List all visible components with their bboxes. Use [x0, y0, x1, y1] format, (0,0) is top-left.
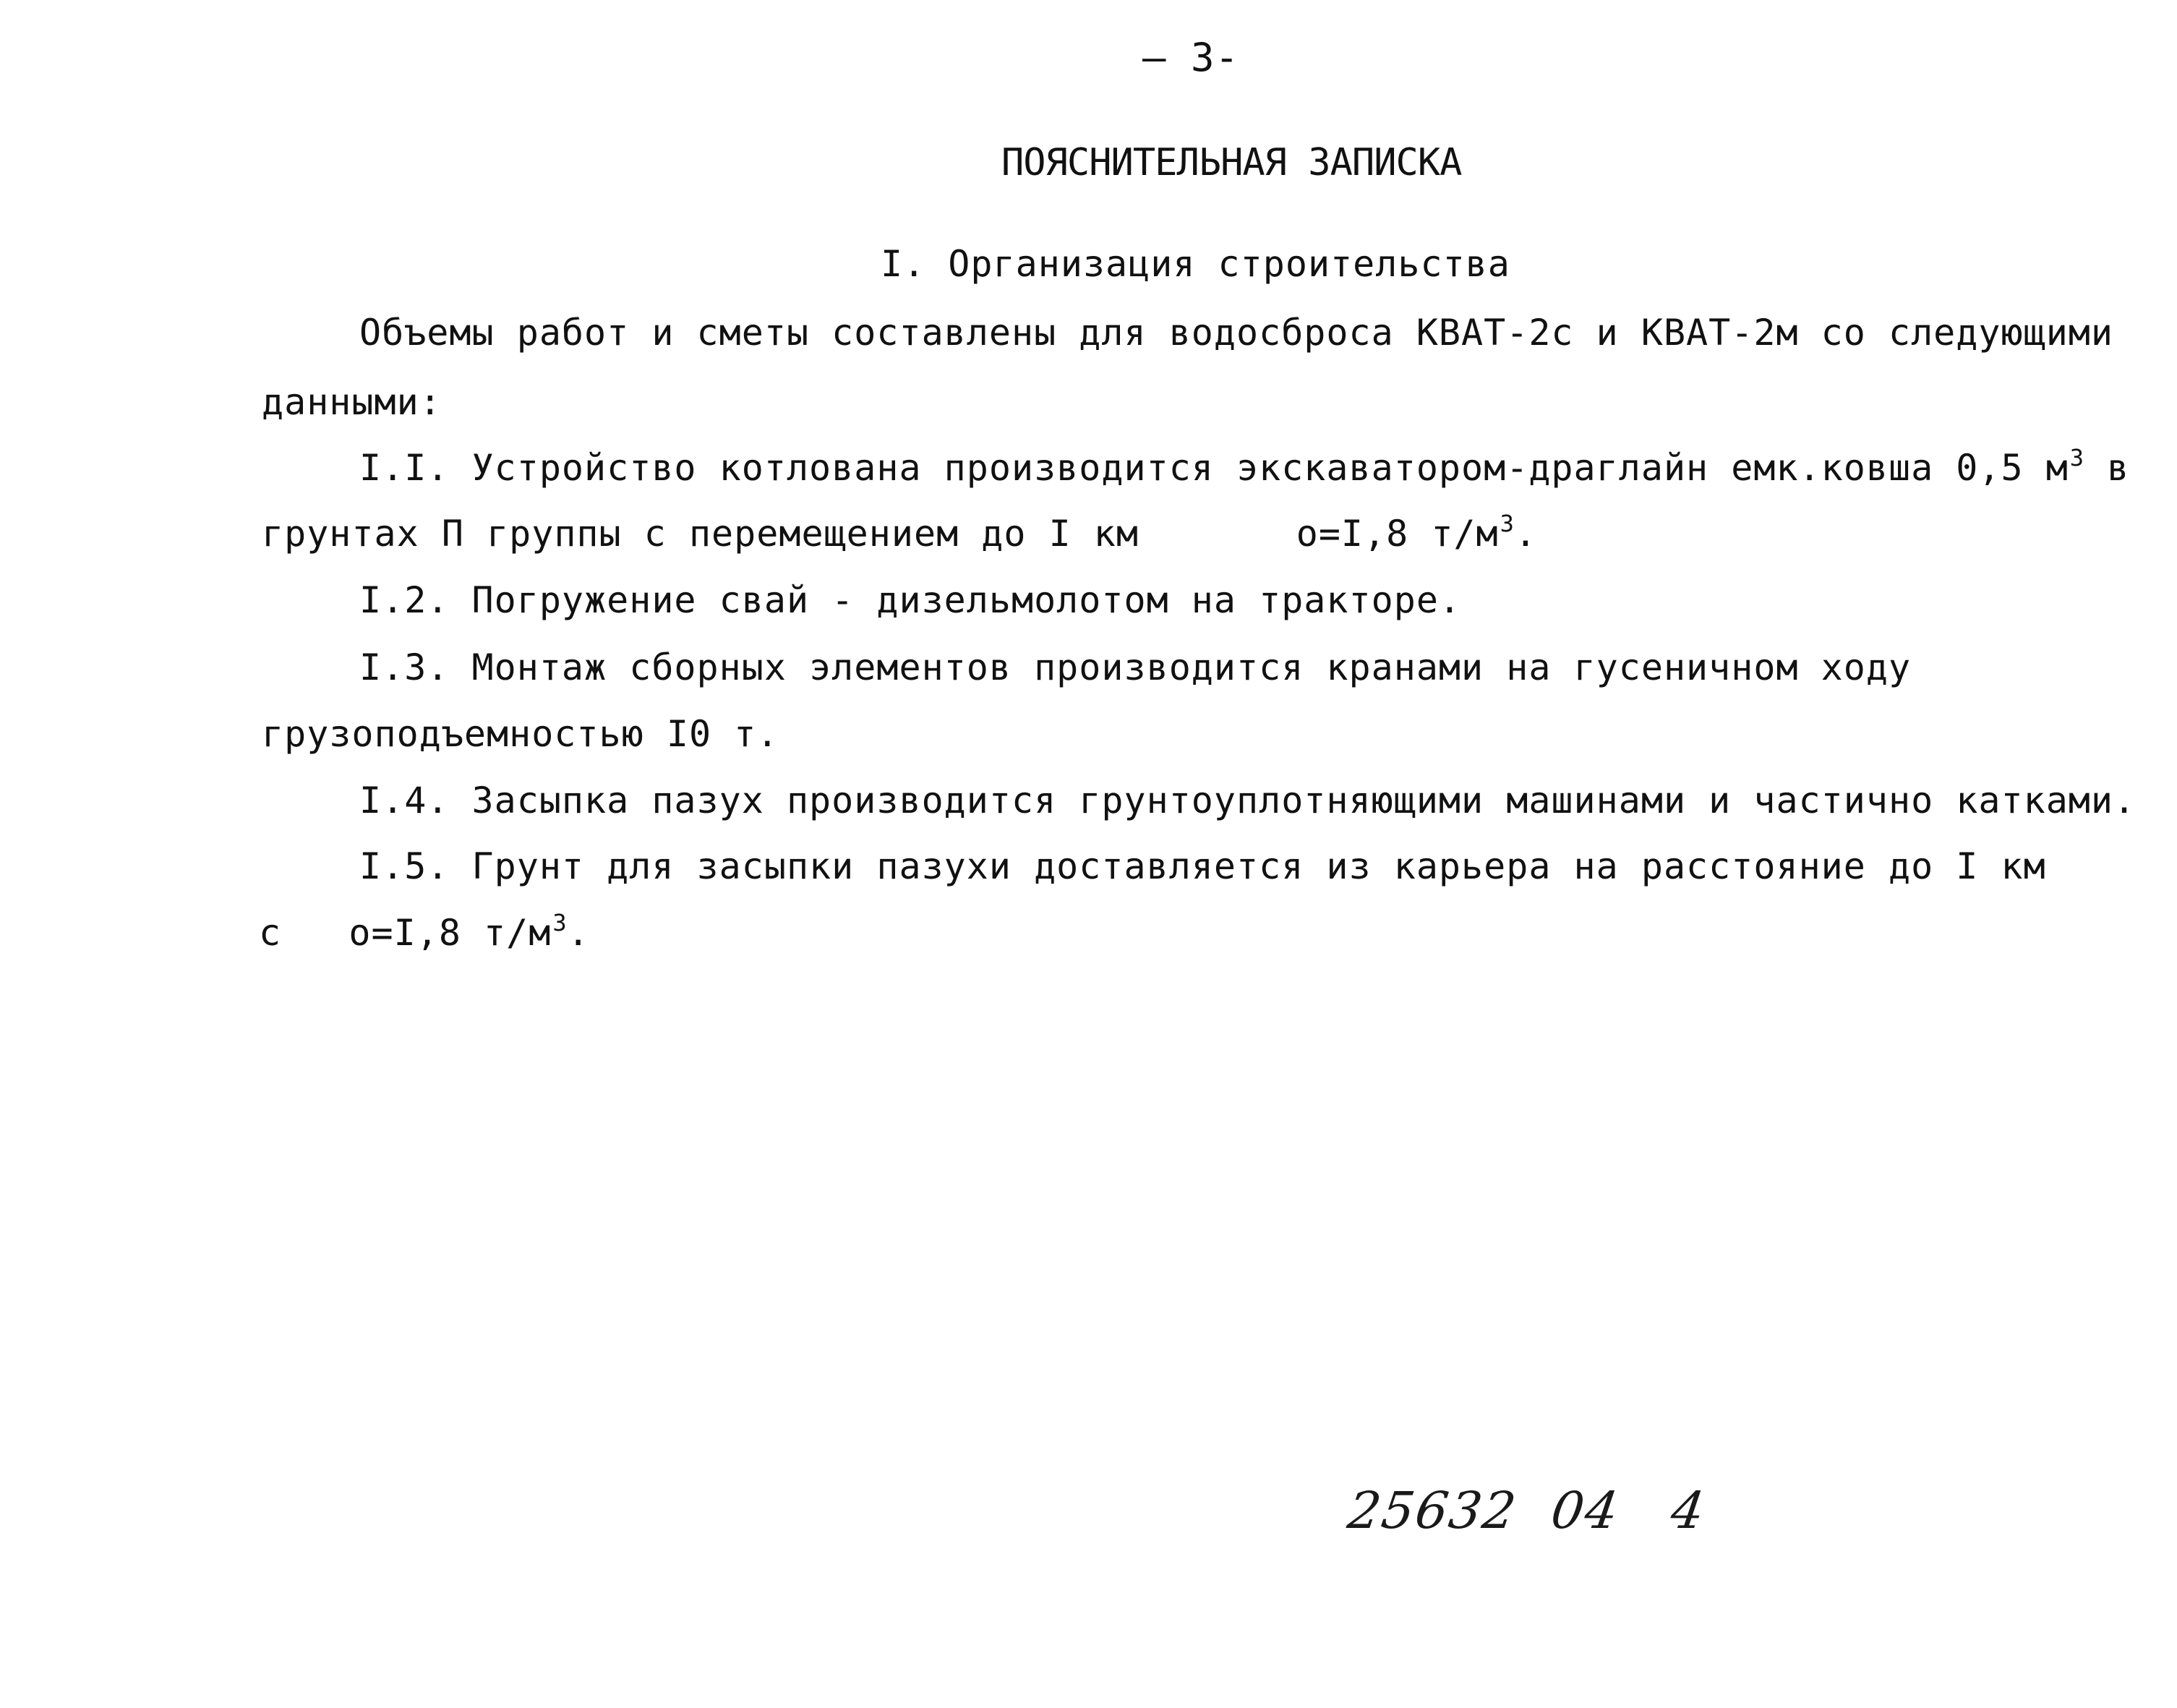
page-number: — 3-: [1142, 35, 1240, 80]
intro-paragraph-line-2: данными:: [262, 381, 442, 423]
item-1-2: I.2. Погружение свай - дизельмолотом на тракторе.: [359, 579, 1462, 621]
handwritten-document-number: 25632 04 4: [1344, 1481, 1710, 1540]
item-1-1-tail: в: [2084, 447, 2130, 489]
item-1-3-line-2: грузоподъемностью I0 т.: [262, 713, 779, 755]
intro-paragraph-line-1: Объемы работ и сметы составлены для водосброса КВАТ-2с и КВАТ-2м со следующими: [359, 312, 2113, 354]
item-1-5-line-1: I.5. Грунт для засыпки пазухи доставляется из карьера на расстояние до I км: [359, 845, 2046, 887]
item-1-5-line-2-text: с о=I,8 т/м: [259, 912, 552, 954]
item-1-4: I.4. Засыпка пазух производится грунтоуплотняющими машинами и частично катками.: [359, 780, 2137, 821]
item-1-1-line-2: [262, 512, 1537, 560]
item-1-1-line-2-superscript: 3: [1500, 510, 1515, 537]
section-heading: I. Организация строительства: [881, 243, 1510, 285]
document-title: ПОЯСНИТЕЛЬНАЯ ЗАПИСКА: [1001, 141, 1462, 184]
item-1-3-line-1: I.3. Монтаж сборных элементов производится кранами на гусеничном ходу: [359, 646, 1912, 688]
item-1-1-line-2-tail: .: [1514, 513, 1538, 555]
item-1-1-line-2-text: грунтах П группы с перемещением до I км о=I,8 т/м: [262, 513, 1499, 555]
item-1-5-line-2-tail: .: [567, 912, 590, 954]
item-1-1-line-1: [359, 446, 2129, 494]
item-1-5-line-2: [259, 911, 590, 959]
item-1-5-line-2-superscript: 3: [552, 909, 568, 936]
item-1-1-text: I.I. Устройство котлована производится экскаватором-драглайн емк.ковша 0,5 м: [359, 447, 2069, 489]
item-1-1-superscript: 3: [2069, 444, 2085, 471]
